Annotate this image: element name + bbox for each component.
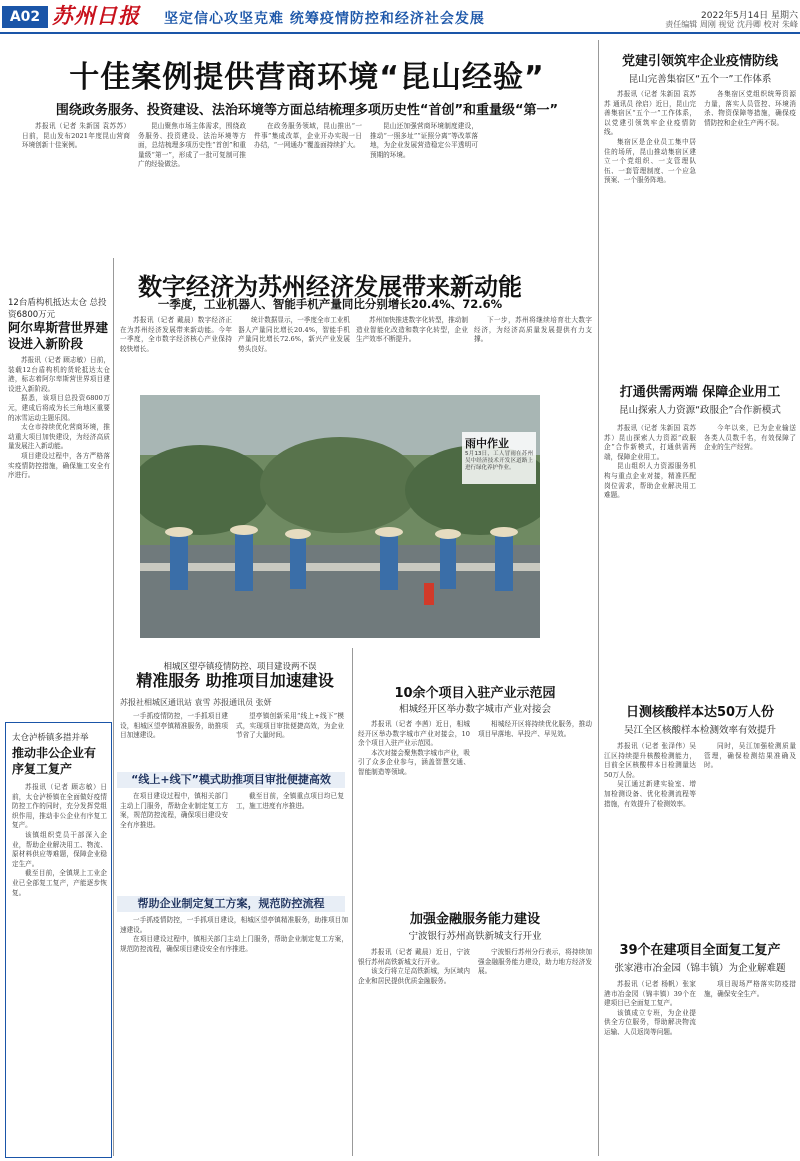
lead-column-2 xyxy=(138,122,246,250)
column-divider xyxy=(598,40,599,1156)
paragraph: 望亭镇创新采用“线上+线下”模式，实现项目审批便捷高效，为企业节省了大量时间。 xyxy=(236,712,344,740)
right-article-3-headline: 日测核酸样本达50万人份 xyxy=(625,705,775,720)
paragraph: 一手抓疫情防控，一手抓项目建设，相城区望亭镇精准服务，助推项目加速建设。 xyxy=(120,916,348,934)
xiangcheng-col-2 xyxy=(236,712,344,767)
lead-paragraph: 在政务服务领域，昆山推出“一件事”集成改革，企业开办实现一日办结，“一网通办”覆盖面持续扩大。 xyxy=(254,122,362,150)
right-article-2-col-2 xyxy=(704,424,796,686)
xiangcheng-col-1 xyxy=(120,712,228,767)
lead-paragraph: 昆山还加强营商环境制度建设，推动“一照多址”“证照分离”等改革落地，为企业发展营造稳定公平透明可预期的环境。 xyxy=(370,122,478,159)
paragraph: 苏报讯（记者 李茜）近日，相城经开区举办数字城市产业对接会，10余个项目入驻产业示范园。 xyxy=(358,720,470,748)
digital-col-1 xyxy=(120,316,232,390)
right-article-3-col-1 xyxy=(604,742,696,922)
right-article-4-col-2 xyxy=(704,980,796,1156)
paragraph: 各集宿区党组织统筹资源力量，落实人员管控、环境消杀、物资保障等措施，确保疫情防控和企业生产两不误。 xyxy=(704,90,796,127)
issue-date: 2022年5月14日 星期六 xyxy=(701,11,798,21)
xiangcheng-byline: 苏报社相城区通讯站 袁雪 苏报通讯员 张妍 xyxy=(120,698,272,707)
right-article-3-subheadline: 吴江全区核酸样本检测效率有效提升 xyxy=(623,725,776,736)
paragraph: 截至目前，全镇重点项目均已复工，施工进度有序推进。 xyxy=(236,792,344,810)
paragraph: 今年以来，已为企业输送各类人员数千名，有效保障了企业的生产经营。 xyxy=(704,424,796,452)
paragraph: 截至目前，全镇规上工业企业已全部复工复产，产能逐步恢复。 xyxy=(12,869,107,897)
projects-subheadline: 相城经开区举办数字城市产业对接会 xyxy=(398,704,551,715)
paragraph: 吴江通过新建实验室、增加检测设备、优化检测流程等措施，有效提升了检测效率。 xyxy=(604,780,696,808)
paragraph: 该支行将立足高铁新城，为区域内企业和居民提供优质金融服务。 xyxy=(358,967,470,985)
paragraph: 苏报讯（记者 杨帆）张家港市冶金园（锦丰镇）39个在建项目已全面复工复产。 xyxy=(604,980,696,1008)
right-article-2-subheadline: 昆山探索人力资源“政服企”合作新模式 xyxy=(619,405,781,416)
finance-col-2 xyxy=(478,948,592,1156)
paragraph: 相城经开区将持续优化服务，推动项目早落地、早投产、早见效。 xyxy=(478,720,592,738)
photo-caption-text: 5月13日，工人冒雨在苏州吴中经济技术开发区道路上进行绿化养护作业。 xyxy=(465,451,533,471)
paragraph: 苏报讯（记者 顾志敏）日前，装载12台盾构机的货轮抵达太仓港，标志着阿尔卑斯营世界项目建设进入新阶段。 xyxy=(8,356,110,393)
lead-paragraph: 苏报讯（记者 朱新国 袁苏苏）日前，昆山发布2021年度昆山营商环境创新十佳案例。 xyxy=(22,122,130,150)
photo-caption-box xyxy=(462,432,536,484)
editor-credits: 责任编辑 周刚 视觉 沈丹卿 校对 朱峰 xyxy=(665,20,798,29)
page-slogan: 坚定信心攻坚克难 统筹疫情防控和经济社会发展 xyxy=(164,11,485,27)
lead-paragraph: 昆山聚焦市场主体需求，围绕政务服务、投资建设、法治环境等方面，总结梳理多项历史性“首创”和重量级“第一”，形成了一批可复制可推广的经验做法。 xyxy=(138,122,246,169)
xiangcheng-col-5 xyxy=(120,916,348,1156)
page-number: A02 xyxy=(2,6,48,28)
paragraph: 苏报讯（记者 戴晨）数字经济正在为苏州经济发展带来新动能。今年一季度，全市数字经济核心产业保持较快增长。 xyxy=(120,316,232,353)
right-article-1-headline: 党建引领筑牢企业疫情防线 xyxy=(621,54,778,69)
left-article-1-headline: 阿尔卑斯营世界建设进入新阶段 xyxy=(8,320,109,351)
paragraph: 在项目建设过程中，镇相关部门主动上门服务，帮助企业制定复工方案，规范防控流程，确保项目建设安全有序推进。 xyxy=(120,935,348,953)
column-divider xyxy=(113,258,114,1156)
right-article-4-col-1 xyxy=(604,980,696,1156)
paragraph: 统计数据显示，一季度全市工业机器人产量同比增长20.4%，智能手机产量同比增长72.6%，新兴产业发展势头良好。 xyxy=(238,316,350,353)
right-article-1-subheadline: 昆山完善集宿区“五个一”工作体系 xyxy=(628,74,772,85)
left-article-2-headline: 推动非公企业有序复工复产 xyxy=(12,746,97,776)
paragraph: 苏州加快推进数字化转型，推动制造业智能化改造和数字化转型，企业生产效率不断提升。 xyxy=(356,316,468,344)
paragraph: 该镇成立专班，为企业提供全方位服务，帮助解决物流运输、人员返岗等问题。 xyxy=(604,1008,696,1036)
right-article-2-col-1 xyxy=(604,424,696,686)
projects-col-2 xyxy=(478,720,592,900)
digital-col-2 xyxy=(238,316,350,390)
paragraph: 一手抓疫情防控，一手抓项目建设，相城区望亭镇精准服务，助推项目加速建设。 xyxy=(120,712,228,740)
left-article-2-kicker: 太仓泸桥镇多措并举 xyxy=(12,733,89,743)
xiangcheng-headline: 精准服务 助推项目加速建设 xyxy=(136,671,334,690)
paragraph: 据悉，该项目总投资6800万元，建成后将成为长三角地区重要的冰雪运动主题乐园。 xyxy=(8,394,110,422)
header-rule xyxy=(0,32,800,34)
xiangcheng-col-3 xyxy=(120,792,228,892)
paragraph: 苏报讯（记者 朱新国 袁苏苏 通讯员 徐启）近日，昆山完善集宿区“五个一”工作体系，以党建引领筑牢企业疫情防线。 xyxy=(604,90,696,137)
finance-subheadline: 宁波银行苏州高铁新城支行开业 xyxy=(408,931,542,942)
paragraph: 同时，吴江加强检测质量管理，确保检测结果准确及时。 xyxy=(704,742,796,770)
finance-headline: 加强金融服务能力建设 xyxy=(409,912,540,927)
right-article-1-col-1 xyxy=(604,90,696,350)
paragraph: 项目建设过程中，各方严格落实疫情防控措施，确保施工安全有序进行。 xyxy=(8,451,110,480)
masthead-logo: 苏州日报 xyxy=(52,3,140,28)
right-article-4-subheadline: 张家港市冶金园（锦丰镇）为企业解难题 xyxy=(614,963,786,974)
xiangcheng-kicker: 相城区望亭镇疫情防控、项目建设两不误 xyxy=(163,662,317,672)
lead-column-4 xyxy=(370,122,478,250)
xiangcheng-subhead-2: 帮助企业制定复工方案，规范防控流程 xyxy=(117,896,345,912)
paragraph: 太仓市持续优化营商环境，推动重大项目加快建设，为经济高质量发展注入新动能。 xyxy=(8,423,110,451)
paragraph: 本次对接会聚焦数字城市产业，吸引了众多企业参与，涵盖智慧交通、智能制造等领域。 xyxy=(358,748,470,776)
paragraph: 项目现场严格落实防疫措施，确保安全生产。 xyxy=(704,980,796,998)
paragraph: 该镇组织党员干部深入企业，帮助企业解决用工、物流、原材料供应等难题，保障企业稳定生产。 xyxy=(12,830,107,868)
left-article-1-body xyxy=(8,356,110,714)
page-header xyxy=(0,0,800,32)
lead-column-1 xyxy=(22,122,130,250)
projects-col-1 xyxy=(358,720,470,900)
paragraph: 在项目建设过程中，镇相关部门主动上门服务，帮助企业制定复工方案，规范防控流程，确保项目建设安全有序推进。 xyxy=(120,792,228,829)
digital-col-3 xyxy=(356,316,468,390)
left-article-2-body xyxy=(12,783,107,1153)
right-article-1-col-2 xyxy=(704,90,796,350)
digital-col-4 xyxy=(474,316,592,390)
lead-column-3 xyxy=(254,122,362,250)
right-article-3-col-2 xyxy=(704,742,796,922)
paragraph: 苏报讯（记者 戴晨）近日，宁波银行苏州高铁新城支行开业。 xyxy=(358,948,470,966)
right-article-2-headline: 打通供需两端 保障企业用工 xyxy=(619,385,781,400)
photo-caption-title: 雨中作业 xyxy=(465,437,509,450)
paragraph: 集宿区是企业员工集中居住的场所，昆山推动集宿区建立一个党组织、一支管理队伍、一套管理制度、一个应急预案、一个服务阵地。 xyxy=(604,137,696,185)
xiangcheng-col-4 xyxy=(236,792,344,892)
xiangcheng-subhead-1: “线上+线下”模式助推项目审批便捷高效 xyxy=(117,772,345,788)
paragraph: 宁波银行苏州分行表示，将持续加强金融服务能力建设，助力地方经济发展。 xyxy=(478,948,592,976)
lead-headline: 十佳案例提供营商环境“昆山经验” xyxy=(69,60,545,95)
paragraph: 昆山组织人力资源服务机构与重点企业对接，精准匹配岗位需求，帮助企业解决用工难题。 xyxy=(604,462,696,500)
finance-col-1 xyxy=(358,948,470,1156)
left-boxed-article xyxy=(5,722,112,1158)
right-article-4-headline: 39个在建项目全面复工复产 xyxy=(619,943,781,958)
left-article-1-kicker: 12台盾构机抵达太仓 总投资6800万元 xyxy=(8,298,107,320)
paragraph: 下一步，苏州将继续培育壮大数字经济，为经济高质量发展提供有力支撑。 xyxy=(474,316,592,344)
paragraph: 苏报讯（记者 张泽伟）吴江区持续提升核酸检测能力，目前全区核酸样本日检测量达50万人份。 xyxy=(604,742,696,779)
paragraph: 苏报讯（记者 朱新国 袁苏苏）昆山探索人力资源“政服企”合作新模式，打通供需两端，保障企业用工。 xyxy=(604,424,696,461)
lead-subheadline: 围绕政务服务、投资建设、法治环境等方面总结梳理多项历史性“首创”和重量级“第一” xyxy=(55,103,559,118)
column-divider xyxy=(352,648,353,1156)
projects-headline: 10余个项目入驻产业示范园 xyxy=(394,686,556,701)
paragraph: 苏报讯（记者 顾志敏）日前，太仓泸桥镇在全面做好疫情防控工作的同时，充分发挥党组织作用，推动非公企业有序复工复产。 xyxy=(12,783,107,830)
digital-economy-headline: 数字经济为苏州经济发展带来新动能 xyxy=(138,273,522,301)
digital-economy-subheadline: 一季度，工业机器人、智能手机产量同比分别增长20.4%、72.6% xyxy=(157,297,503,311)
